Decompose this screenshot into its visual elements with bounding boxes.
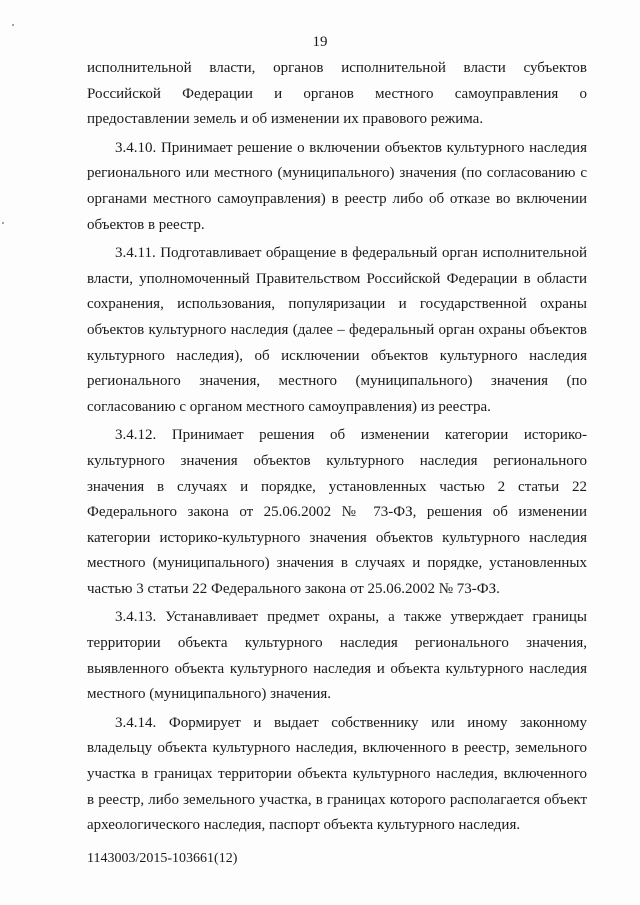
text-line: регионального значения, местного (муниципального) значения (по <box>87 373 587 390</box>
text-line: значения в случаях и порядке, установленных частью 2 статьи 22 <box>87 478 587 495</box>
text-line: предоставлении земель и об изменении их правового режима. <box>87 111 484 128</box>
text-line: исполнительной власти, органов исполнительной власти субъектов <box>87 60 587 76</box>
text-line: местного (муниципального) значения. <box>87 686 331 703</box>
text-line: частью 3 статьи 22 Федерального закона от 25.06.2002 № 73-ФЗ. <box>87 580 500 597</box>
paragraph-3-4-14 <box>87 711 587 839</box>
paragraph-3-4-13 <box>87 605 587 707</box>
text-line: регионального или местного (муниципального) значения (по согласованию с <box>87 165 587 182</box>
scan-speck <box>12 24 14 26</box>
text-line: Российской Федерации и органов местного самоуправления о <box>87 85 587 102</box>
text-line: органами местного самоуправления) в реестр либо об отказе во включении <box>87 190 587 207</box>
paragraph-3-4-10 <box>87 136 587 238</box>
paragraph-3-4-11 <box>87 241 587 420</box>
text-line: Федерального закона от 25.06.2002 № 73-ФЗ, решения об изменении <box>87 504 587 521</box>
scan-speck <box>2 222 4 224</box>
text-line: власти, уполномоченный Правительством Российской Федерации в области <box>87 270 587 287</box>
text-line: археологического наследия, паспорт объекта культурного наследия. <box>87 817 521 834</box>
page-number: 19 <box>312 34 328 50</box>
text-line: владельцу объекта культурного наследия, включенного в реестр, земельного <box>87 740 587 757</box>
text-line: участка в границах территории объекта культурного наследия, включенного <box>87 766 587 783</box>
text-line: 3.4.10. Принимает решение о включении объектов культурного наследия <box>115 139 587 156</box>
document-body <box>87 56 587 839</box>
text-line: 3.4.14. Формирует и выдает собственнику или иному законному <box>115 714 587 731</box>
text-line: выявленного объекта культурного наследия и объекта культурного наследия <box>87 660 587 677</box>
text-line: в реестр, либо земельного участка, в границах которого располагается объект <box>87 791 587 808</box>
text-line: культурного наследия), об исключении объектов культурного наследия <box>87 347 587 364</box>
paragraph-3-4-12 <box>87 423 587 602</box>
text-line: сохранения, использования, популяризации и государственной охраны <box>87 296 587 313</box>
text-line: местного (муниципального) значения в случаях и порядке, установленных <box>87 555 587 572</box>
text-line: согласованию с органом местного самоуправления) из реестра. <box>87 398 491 415</box>
text-line: объектов культурного наследия (далее – федеральный орган охраны объектов <box>87 321 587 338</box>
text-line: 3.4.12. Принимает решения об изменении категории историко- <box>115 427 587 444</box>
text-line: территории объекта культурного наследия регионального значения, <box>87 635 587 652</box>
text-line: 3.4.11. Подготавливает обращение в федеральный орган исполнительной <box>115 245 587 262</box>
paragraph-continuation <box>87 56 587 133</box>
text-line: категории историко-культурного значения объектов культурного наследия <box>87 529 587 546</box>
text-line: объектов в реестр. <box>87 216 205 233</box>
text-line: культурного значения объектов культурного наследия регионального <box>87 452 587 469</box>
text-line: 3.4.13. Устанавливает предмет охраны, а также утверждает границы <box>115 609 587 626</box>
document-footer-id: 1143003/2015-103661(12) <box>87 851 238 866</box>
